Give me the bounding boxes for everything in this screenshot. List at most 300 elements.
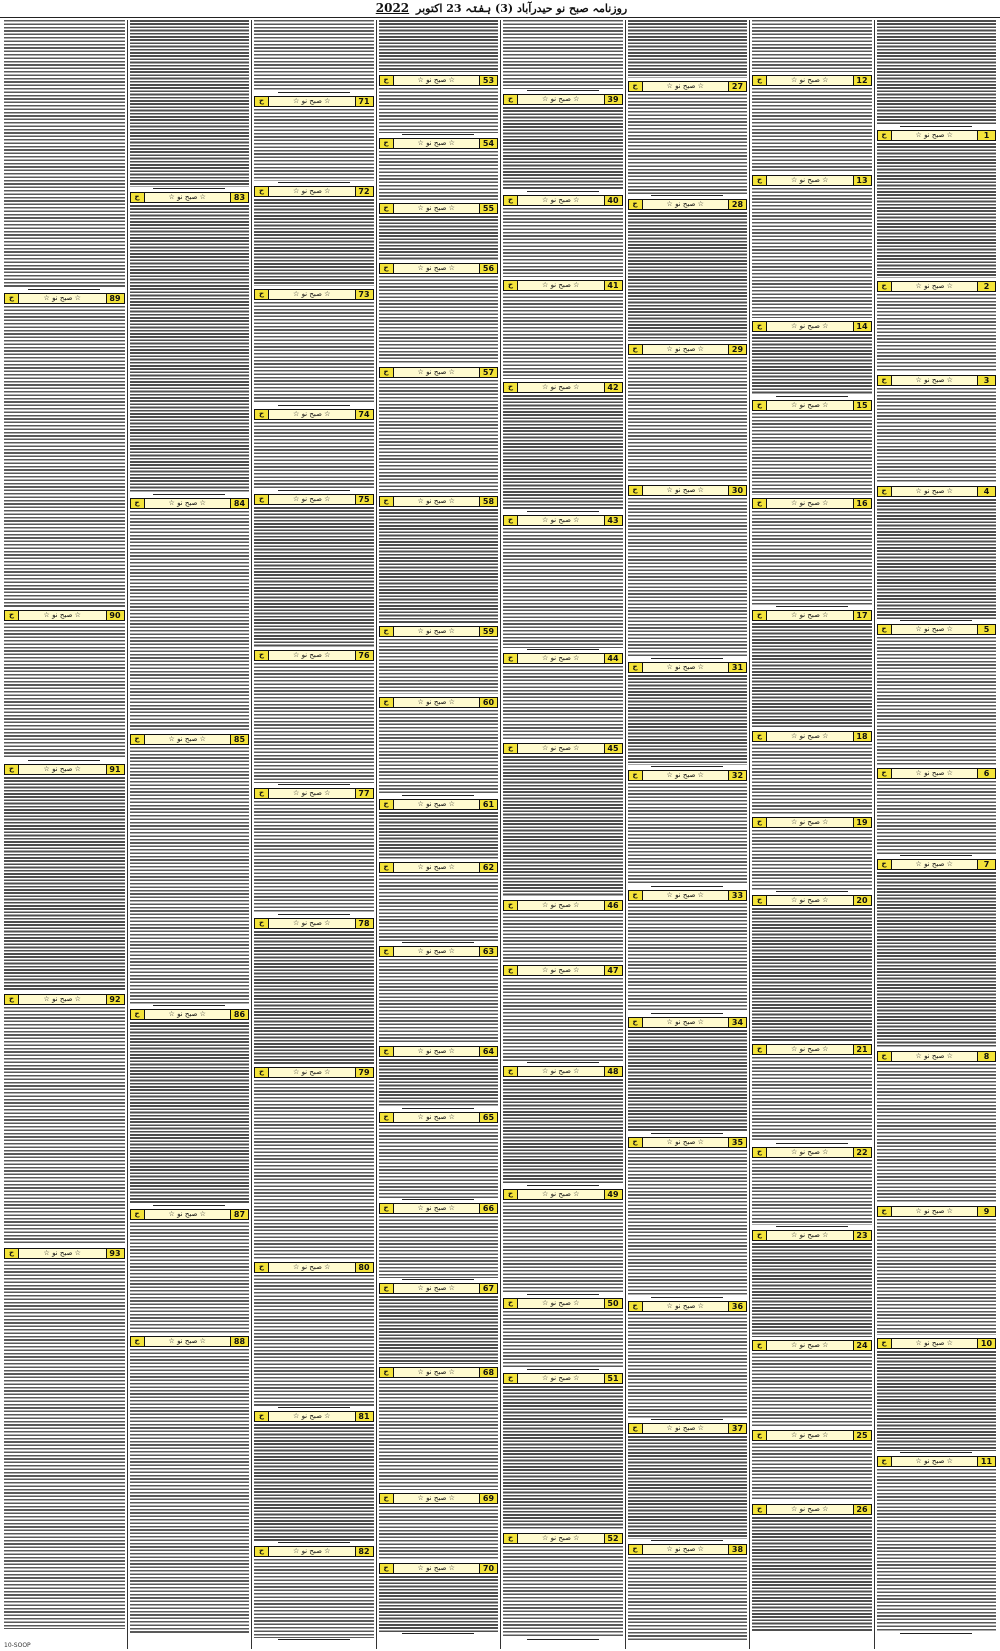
- notice-tag: ح: [878, 1339, 892, 1348]
- notice-body-text: [877, 1064, 997, 1203]
- notice-header: [752, 1430, 872, 1441]
- divider: [153, 494, 225, 495]
- notice-tag: ح: [753, 1505, 767, 1514]
- notice-tag: ح: [504, 1299, 518, 1308]
- notice-body-text: [503, 1311, 623, 1368]
- notice-body-text: [254, 20, 374, 91]
- divider: [900, 1633, 972, 1634]
- notice-title: ☆ صبح نو ☆: [269, 1547, 355, 1556]
- notice-tag: ح: [629, 1424, 643, 1433]
- notice-tag: ح: [753, 896, 767, 905]
- notice-body-text: [379, 509, 499, 623]
- notice-tag: ح: [5, 1249, 19, 1258]
- notice-number: 66: [479, 1204, 497, 1213]
- notice-number: 32: [728, 771, 746, 780]
- notice-tag: ح: [878, 376, 892, 385]
- notice-header: [628, 199, 748, 210]
- notice-tag: ح: [380, 1204, 394, 1213]
- notice-body-text: [628, 1030, 748, 1132]
- notice-title: ☆ صبح نو ☆: [394, 1113, 480, 1122]
- notice-header: [752, 498, 872, 509]
- notice-number: 53: [479, 76, 497, 85]
- notice-header: [628, 485, 748, 496]
- divider: [776, 606, 848, 607]
- notice-header: [503, 900, 623, 911]
- notice-title: ☆ صبح نو ☆: [394, 76, 480, 85]
- notice-title: ☆ صبح نو ☆: [394, 1368, 480, 1377]
- notice-body-text: [254, 931, 374, 1064]
- notice-number: 60: [479, 698, 497, 707]
- notice-body-text: [4, 1007, 125, 1245]
- notice-body-text: [379, 959, 499, 1043]
- notice-tag: ح: [131, 735, 145, 744]
- notice-number: 9: [977, 1207, 995, 1216]
- divider: [527, 1639, 599, 1640]
- notice-tag: ح: [255, 919, 269, 928]
- notice-tag: ح: [504, 383, 518, 392]
- notice-tag: ح: [255, 1547, 269, 1556]
- divider: [776, 1226, 848, 1227]
- notice-title: ☆ صبح نو ☆: [892, 625, 978, 634]
- notice-tag: ح: [753, 322, 767, 331]
- notice-body-text: [752, 744, 872, 814]
- notice-title: ☆ صبح نو ☆: [269, 1263, 355, 1272]
- notice-number: 40: [604, 196, 622, 205]
- notice-header: [379, 1112, 499, 1123]
- divider: [651, 1133, 723, 1134]
- notice-number: 93: [106, 1249, 124, 1258]
- notice-tag: ح: [380, 1368, 394, 1377]
- notice-title: ☆ صبح نو ☆: [892, 487, 978, 496]
- notice-title: ☆ صبح نو ☆: [19, 611, 106, 620]
- notice-number: 84: [230, 499, 248, 508]
- notice-title: ☆ صبح نو ☆: [145, 735, 231, 744]
- notice-title: ☆ صبح نو ☆: [518, 95, 604, 104]
- notice-body-text: [379, 151, 499, 200]
- divider: [527, 1062, 599, 1063]
- divider: [278, 1639, 350, 1640]
- notice-tag: ح: [878, 860, 892, 869]
- notice-tag: ح: [629, 1302, 643, 1311]
- notice-header: [752, 1147, 872, 1158]
- notice-number: 88: [230, 1337, 248, 1346]
- notice-number: 87: [230, 1210, 248, 1219]
- notice-header: [628, 1017, 748, 1028]
- notice-body-text: [752, 413, 872, 495]
- notice-body-text: [254, 1275, 374, 1406]
- notice-title: ☆ صبح نو ☆: [394, 1284, 480, 1293]
- notice-tag: ح: [629, 345, 643, 354]
- notice-body-text: [4, 20, 125, 288]
- notice-number: 29: [728, 345, 746, 354]
- notice-tag: ح: [255, 1412, 269, 1421]
- notice-body-text: [379, 1216, 499, 1278]
- notice-body-text: [379, 1380, 499, 1490]
- notice-number: 75: [355, 495, 373, 504]
- notice-title: ☆ صبح نو ☆: [19, 1249, 106, 1258]
- notice-header: [752, 731, 872, 742]
- notice-column: [2, 20, 127, 1649]
- notice-body-text: [503, 913, 623, 962]
- notice-body-text: [752, 188, 872, 318]
- notice-number: 67: [479, 1284, 497, 1293]
- notice-number: 51: [604, 1374, 622, 1383]
- notice-tag: ح: [753, 611, 767, 620]
- notice-tag: ح: [504, 1534, 518, 1543]
- notice-header: [130, 1009, 250, 1020]
- notice-body-text: [628, 783, 748, 885]
- notice-body-text: [379, 812, 499, 859]
- notice-number: 77: [355, 789, 373, 798]
- notice-tag: ح: [753, 499, 767, 508]
- notice-title: ☆ صبح نو ☆: [145, 499, 231, 508]
- notice-tag: ح: [878, 1052, 892, 1061]
- notice-title: ☆ صبح نو ☆: [767, 499, 853, 508]
- notice-title: ☆ صبح نو ☆: [892, 282, 978, 291]
- notice-tag: ح: [131, 1337, 145, 1346]
- notice-body-text: [628, 94, 748, 194]
- notice-tag: ح: [629, 891, 643, 900]
- notice-body-text: [877, 1469, 997, 1632]
- notice-title: ☆ صبح نو ☆: [518, 654, 604, 663]
- notice-title: ☆ صبح نو ☆: [767, 176, 853, 185]
- notice-title: ☆ صبح نو ☆: [518, 383, 604, 392]
- notice-tag: ح: [131, 1010, 145, 1019]
- divider: [776, 396, 848, 397]
- notice-number: 38: [728, 1545, 746, 1554]
- notice-tag: ح: [629, 1545, 643, 1554]
- divider: [402, 795, 474, 796]
- notice-title: ☆ صبح نو ☆: [394, 264, 480, 273]
- notice-header: [379, 496, 499, 507]
- notice-body-text: [752, 623, 872, 728]
- notice-title: ☆ صبح نو ☆: [518, 901, 604, 910]
- notice-body-text: [379, 1059, 499, 1107]
- notice-body-text: [877, 1219, 997, 1335]
- notice-title: ☆ صبح نو ☆: [145, 193, 231, 202]
- notice-body-text: [503, 666, 623, 740]
- notice-tag: ح: [380, 1564, 394, 1573]
- notice-tag: ح: [629, 1018, 643, 1027]
- masthead-prefix: روزنامہ صبح نو حیدرآباد: [516, 2, 628, 15]
- notice-header: [379, 75, 499, 86]
- notice-title: ☆ صبح نو ☆: [269, 1068, 355, 1077]
- notice-number: 25: [853, 1431, 871, 1440]
- divider: [776, 1143, 848, 1144]
- notice-header: [877, 1338, 997, 1349]
- notice-title: ☆ صبح نو ☆: [19, 294, 106, 303]
- notice-body-text: [503, 20, 623, 89]
- divider: [900, 1452, 972, 1453]
- notice-number: 89: [106, 294, 124, 303]
- notice-header: [379, 1367, 499, 1378]
- notice-tag: ح: [380, 947, 394, 956]
- notice-tag: ح: [753, 1148, 767, 1157]
- notice-tag: ح: [504, 196, 518, 205]
- notice-column: [874, 20, 999, 1649]
- notice-number: 20: [853, 896, 871, 905]
- notice-number: 31: [728, 663, 746, 672]
- notice-number: 42: [604, 383, 622, 392]
- notice-header: [254, 1262, 374, 1273]
- notice-number: 18: [853, 732, 871, 741]
- notice-header: [503, 743, 623, 754]
- divider: [651, 658, 723, 659]
- notice-title: ☆ صبح نو ☆: [269, 187, 355, 196]
- notice-title: ☆ صبح نو ☆: [145, 1010, 231, 1019]
- notice-number: 12: [853, 76, 871, 85]
- notice-title: ☆ صبح نو ☆: [269, 1412, 355, 1421]
- notice-header: [379, 697, 499, 708]
- notice-tag: ح: [504, 966, 518, 975]
- notice-header: [254, 918, 374, 929]
- notice-header: [379, 1203, 499, 1214]
- notice-number: 80: [355, 1263, 373, 1272]
- notice-number: 8: [977, 1052, 995, 1061]
- notice-body-text: [752, 1243, 872, 1337]
- notice-tag: ح: [255, 97, 269, 106]
- notice-header: [379, 946, 499, 957]
- notice-number: 7: [977, 860, 995, 869]
- divider: [900, 620, 972, 621]
- notice-number: 91: [106, 765, 124, 774]
- notice-body-text: [752, 511, 872, 605]
- notice-number: 19: [853, 818, 871, 827]
- notice-number: 47: [604, 966, 622, 975]
- notice-body-text: [379, 710, 499, 794]
- notice-number: 82: [355, 1547, 373, 1556]
- notice-number: 35: [728, 1138, 746, 1147]
- notice-number: 11: [977, 1457, 995, 1466]
- notice-title: ☆ صبح نو ☆: [394, 863, 480, 872]
- notice-tag: ح: [380, 1494, 394, 1503]
- notice-header: [877, 1456, 997, 1467]
- divider: [278, 490, 350, 491]
- notice-header: [254, 289, 374, 300]
- notice-body-text: [254, 1424, 374, 1541]
- notice-number: 26: [853, 1505, 871, 1514]
- notice-number: 46: [604, 901, 622, 910]
- notice-body-text: [379, 1296, 499, 1364]
- notice-title: ☆ صبح نو ☆: [394, 204, 480, 213]
- notice-header: [503, 195, 623, 206]
- notice-body-text: [254, 302, 374, 404]
- notice-title: ☆ صبح نو ☆: [269, 495, 355, 504]
- notice-title: ☆ صبح نو ☆: [518, 966, 604, 975]
- notice-title: ☆ صبح نو ☆: [767, 1341, 853, 1350]
- notice-tag: ح: [380, 1284, 394, 1293]
- divider: [153, 1205, 225, 1206]
- notice-header: [752, 175, 872, 186]
- notice-column: [500, 20, 625, 1649]
- notice-number: 37: [728, 1424, 746, 1433]
- notice-header: [130, 192, 250, 203]
- notice-header: [877, 859, 997, 870]
- notice-number: 55: [479, 204, 497, 213]
- notice-header: [877, 486, 997, 497]
- masthead-year: 2022: [375, 1, 410, 15]
- notice-body-text: [254, 422, 374, 489]
- notice-number: 62: [479, 863, 497, 872]
- notice-tag: ح: [255, 495, 269, 504]
- notice-body-text: [503, 756, 623, 897]
- notice-body-text: [379, 1125, 499, 1198]
- notice-title: ☆ صبح نو ☆: [767, 732, 853, 741]
- notice-body-text: [379, 20, 499, 72]
- notice-number: 92: [106, 995, 124, 1004]
- notice-body-text: [130, 747, 250, 1004]
- notice-title: ☆ صبح نو ☆: [269, 919, 355, 928]
- notice-title: ☆ صبح نو ☆: [643, 486, 729, 495]
- notice-number: 90: [106, 611, 124, 620]
- divider: [153, 188, 225, 189]
- notice-number: 74: [355, 410, 373, 419]
- notice-title: ☆ صبح نو ☆: [394, 947, 480, 956]
- notice-tag: ح: [504, 516, 518, 525]
- notice-tag: ح: [380, 497, 394, 506]
- notice-number: 72: [355, 187, 373, 196]
- notice-number: 21: [853, 1045, 871, 1054]
- notice-header: [752, 610, 872, 621]
- divider: [900, 126, 972, 127]
- notice-header: [752, 1340, 872, 1351]
- notice-body-text: [877, 143, 997, 278]
- notice-tag: ح: [504, 744, 518, 753]
- notice-header: [254, 186, 374, 197]
- divider: [527, 1294, 599, 1295]
- notice-title: ☆ صبح نو ☆: [518, 516, 604, 525]
- notice-title: ☆ صبح نو ☆: [394, 1047, 480, 1056]
- notice-header: [628, 344, 748, 355]
- notice-body-text: [379, 380, 499, 493]
- notice-tag: ح: [753, 818, 767, 827]
- notice-header: [752, 1230, 872, 1241]
- notice-header: [130, 734, 250, 745]
- notice-body-text: [130, 511, 250, 731]
- notice-header: [503, 1066, 623, 1077]
- notice-tag: ح: [255, 651, 269, 660]
- notice-header: [877, 130, 997, 141]
- notice-header: [379, 1046, 499, 1057]
- notice-title: ☆ صبح نو ☆: [643, 82, 729, 91]
- notice-tag: ح: [380, 863, 394, 872]
- notice-tag: ح: [878, 487, 892, 496]
- notice-number: 23: [853, 1231, 871, 1240]
- notice-number: 61: [479, 800, 497, 809]
- notice-body-text: [254, 199, 374, 286]
- notice-body-text: [877, 294, 997, 372]
- notice-header: [4, 764, 125, 775]
- notice-header: [503, 1373, 623, 1384]
- notice-title: ☆ صبح نو ☆: [269, 97, 355, 106]
- notice-number: 65: [479, 1113, 497, 1122]
- notice-title: ☆ صبح نو ☆: [269, 651, 355, 660]
- notice-tag: ح: [878, 1457, 892, 1466]
- notice-number: 10: [977, 1339, 995, 1348]
- notice-body-text: [4, 623, 125, 759]
- notice-tag: ح: [131, 193, 145, 202]
- notice-header: [752, 321, 872, 332]
- notice-header: [254, 409, 374, 420]
- notice-tag: ح: [255, 789, 269, 798]
- notice-header: [254, 1546, 374, 1557]
- notice-tag: ح: [753, 1045, 767, 1054]
- notice-body-text: [752, 334, 872, 395]
- notice-number: 45: [604, 744, 622, 753]
- notice-body-text: [254, 1559, 374, 1638]
- notice-header: [503, 1533, 623, 1544]
- notice-body-text: [379, 1506, 499, 1560]
- divider: [651, 1540, 723, 1541]
- notice-title: ☆ صبح نو ☆: [394, 1564, 480, 1573]
- notice-tag: ح: [878, 625, 892, 634]
- divider: [402, 134, 474, 135]
- notice-header: [628, 662, 748, 673]
- notice-header: [130, 1209, 250, 1220]
- notice-title: ☆ صبح نو ☆: [518, 744, 604, 753]
- notice-tag: ح: [380, 76, 394, 85]
- notice-number: 33: [728, 891, 746, 900]
- notice-number: 57: [479, 368, 497, 377]
- divider: [527, 1369, 599, 1370]
- notice-tag: ح: [878, 1207, 892, 1216]
- notice-tag: ح: [380, 698, 394, 707]
- notice-body-text: [379, 639, 499, 694]
- notice-title: ☆ صبح نو ☆: [643, 345, 729, 354]
- notice-title: ☆ صبح نو ☆: [892, 1457, 978, 1466]
- notice-header: [752, 1504, 872, 1515]
- notice-body-text: [752, 830, 872, 890]
- notice-body-text: [752, 88, 872, 172]
- notice-title: ☆ صبح نو ☆: [892, 1339, 978, 1348]
- divider: [651, 195, 723, 196]
- notice-body-text: [752, 908, 872, 1041]
- notice-header: [254, 1067, 374, 1078]
- notice-number: 30: [728, 486, 746, 495]
- notice-header: [254, 1411, 374, 1422]
- notice-body-text: [877, 388, 997, 483]
- notice-number: 50: [604, 1299, 622, 1308]
- notice-number: 4: [977, 487, 995, 496]
- notice-header: [379, 626, 499, 637]
- notice-number: 48: [604, 1067, 622, 1076]
- notice-header: [628, 81, 748, 92]
- notice-tag: ح: [255, 290, 269, 299]
- notice-number: 24: [853, 1341, 871, 1350]
- divider: [278, 1407, 350, 1408]
- notice-body-text: [752, 20, 872, 72]
- notice-number: 49: [604, 1190, 622, 1199]
- notice-header: [752, 400, 872, 411]
- notice-number: 70: [479, 1564, 497, 1573]
- divider: [527, 191, 599, 192]
- notice-number: 86: [230, 1010, 248, 1019]
- notice-header: [628, 890, 748, 901]
- notice-header: [628, 770, 748, 781]
- notice-tag: ح: [753, 401, 767, 410]
- divider: [278, 92, 350, 93]
- notice-title: ☆ صبح نو ☆: [643, 1424, 729, 1433]
- notice-title: ☆ صبح نو ☆: [892, 1052, 978, 1061]
- notice-header: [752, 1044, 872, 1055]
- notice-header: [503, 965, 623, 976]
- notice-header: [254, 96, 374, 107]
- notice-body-text: [752, 1353, 872, 1427]
- notice-header: [4, 1248, 125, 1259]
- notice-body-text: [877, 781, 997, 854]
- notice-header: [628, 1544, 748, 1555]
- notice-body-text: [752, 1517, 872, 1631]
